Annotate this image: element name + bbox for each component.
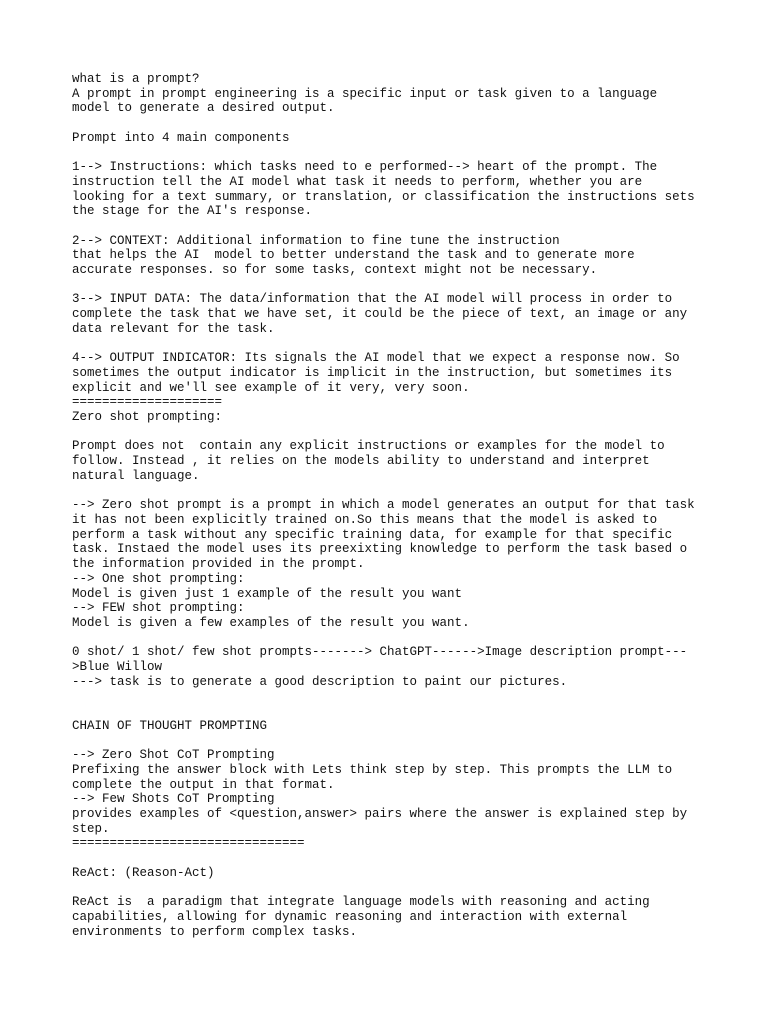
text-line: what is a prompt? bbox=[72, 72, 200, 86]
text-line: 1--> Instructions: which tasks need to e performed--> heart of the prompt. The bbox=[72, 160, 658, 175]
text-line: that helps the AI model to better understand the task and to generate more bbox=[72, 248, 635, 263]
blank-line bbox=[72, 146, 712, 161]
text-line: it has not been explicitly trained on.So this means that the model is asked to bbox=[72, 512, 658, 527]
text-line: environments to perform complex tasks. bbox=[72, 924, 358, 939]
text-line: Prompt does not contain any explicit instructions or examples for the model to bbox=[72, 439, 665, 454]
text-line: Zero shot prompting: bbox=[72, 410, 223, 425]
text-line: capabilities, allowing for dynamic reasoning and interaction with external bbox=[72, 909, 628, 924]
text-line: =============================== bbox=[72, 836, 305, 851]
text-line: perform a task without any specific training data, for example for that specific bbox=[72, 527, 673, 542]
text-line: data relevant for the task. bbox=[72, 321, 275, 336]
text-line: sometimes the output indicator is implicit in the instruction, but sometimes its bbox=[72, 365, 673, 380]
text-line: instruction tell the AI model what task it needs to perform, whether you are bbox=[72, 174, 643, 189]
text-line: 2--> CONTEXT: Additional information to fine tune the instruction bbox=[72, 233, 560, 248]
text-line: accurate responses. so for some tasks, context might not be necessary. bbox=[72, 263, 598, 278]
text-line: --> One shot prompting: bbox=[72, 571, 245, 586]
blank-line bbox=[72, 219, 712, 234]
text-line: complete the task that we have set, it could be the piece of text, an image or any bbox=[72, 307, 688, 322]
text-line: CHAIN OF THOUGHT PROMPTING bbox=[72, 718, 268, 733]
text-line: --> FEW shot prompting: bbox=[72, 601, 245, 616]
text-line: 0 shot/ 1 shot/ few shot prompts-------> ChatGPT------>Image description prompt--- bbox=[72, 645, 688, 660]
text-line: follow. Instead , it relies on the models ability to understand and interpret bbox=[72, 454, 650, 469]
blank-line bbox=[72, 631, 712, 646]
blank-line bbox=[72, 704, 712, 719]
text-line: ReAct: (Reason-Act) bbox=[72, 865, 215, 880]
blank-line bbox=[72, 689, 712, 704]
text-line: 4--> OUTPUT INDICATOR: Its signals the AI model that we expect a response now. So bbox=[72, 351, 680, 366]
text-line: Model is given just 1 example of the result you want bbox=[72, 586, 463, 601]
text-line: looking for a text summary, or translation, or classification the instructions sets bbox=[72, 189, 695, 204]
text-line: ---> task is to generate a good description to paint our pictures. bbox=[72, 674, 568, 689]
text-line: 3--> INPUT DATA: The data/information that the AI model will process in order to bbox=[72, 292, 673, 307]
blank-line bbox=[72, 425, 712, 440]
text-line: complete the output in that format. bbox=[72, 777, 335, 792]
text-line: provides examples of <question,answer> pairs where the answer is explained step by bbox=[72, 806, 688, 821]
text-line: A prompt in prompt engineering is a specific input or task given to a language bbox=[72, 86, 658, 101]
text-line: --> Zero shot prompt is a prompt in which a model generates an output for that task bbox=[72, 498, 695, 513]
blank-line bbox=[72, 278, 712, 293]
text-line: task. Instaed the model uses its preexixting knowledge to perform the task based o bbox=[72, 542, 688, 557]
text-line: Model is given a few examples of the result you want. bbox=[72, 615, 470, 630]
text-line: --> Few Shots CoT Prompting bbox=[72, 792, 275, 807]
text-line: the information provided in the prompt. bbox=[72, 557, 365, 572]
blank-line bbox=[72, 484, 712, 499]
text-line: the stage for the AI's response. bbox=[72, 204, 313, 219]
blank-line bbox=[72, 880, 712, 895]
blank-line bbox=[72, 733, 712, 748]
text-line: explicit and we'll see example of it very, very soon. bbox=[72, 380, 470, 395]
text-line: ReAct is a paradigm that integrate language models with reasoning and acting bbox=[72, 895, 650, 910]
text-line: Prompt into 4 main components bbox=[72, 130, 290, 145]
blank-line bbox=[72, 337, 712, 352]
text-line: --> Zero Shot CoT Prompting bbox=[72, 748, 275, 763]
document-page bbox=[72, 72, 712, 939]
text-line: natural language. bbox=[72, 468, 200, 483]
text-line: Prefixing the answer block with Lets think step by step. This prompts the LLM to bbox=[72, 762, 673, 777]
blank-line bbox=[72, 116, 712, 131]
text-line: model to generate a desired output. bbox=[72, 101, 335, 116]
text-line: step. bbox=[72, 821, 110, 836]
blank-line bbox=[72, 851, 712, 866]
text-line: ==================== bbox=[72, 395, 223, 410]
text-line: >Blue Willow bbox=[72, 660, 163, 674]
